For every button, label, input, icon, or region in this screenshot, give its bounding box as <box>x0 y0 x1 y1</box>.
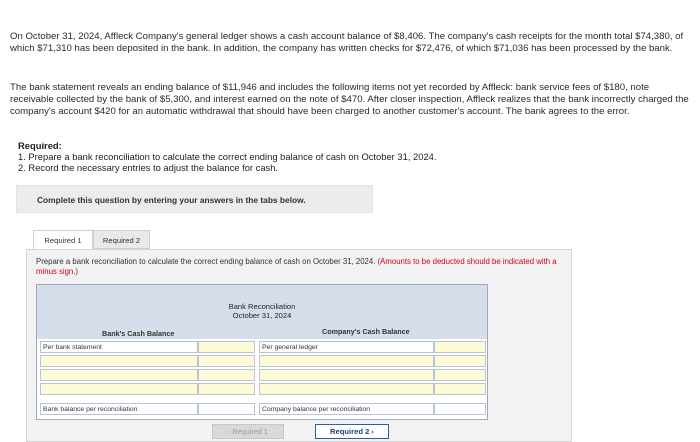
bank-cash-balance-header: Bank's Cash Balance <box>102 329 175 338</box>
company-adjustment-label-input[interactable] <box>259 383 434 395</box>
bank-adjustment-amount-input[interactable] <box>198 355 255 367</box>
previous-button[interactable] <box>212 424 284 439</box>
panel-prompt <box>36 257 566 276</box>
bank-adjustment-label-input[interactable] <box>40 383 198 395</box>
problem-paragraph-1: On October 31, 2024, Affleck Company's general ledger shows a cash account balance of $8,406. The company's cash receipts for the month total $74,380, of which $71,310 has been deposited in the bank. In addition, the company has written checks for $72,476, of which $71,036 has been processed by the bank. <box>10 31 684 55</box>
bank-reconciliation-table <box>36 284 488 420</box>
company-adjustment-label-input[interactable] <box>259 355 434 367</box>
chevron-left-icon: ‹ <box>228 427 231 436</box>
reconciliation-header <box>37 285 487 339</box>
question-panel <box>26 249 572 442</box>
company-cash-balance-header: Company's Cash Balance <box>322 327 410 336</box>
required-item-2: 2. Record the necessary entries to adjust the balance for cash. <box>18 162 279 173</box>
bank-row-label-1: Per bank statement <box>40 341 198 353</box>
bank-total-label: Bank balance per reconciliation <box>40 403 198 415</box>
previous-button-label: Required 1 <box>232 427 268 436</box>
required-heading: Required: <box>18 140 62 151</box>
prompt-main: Prepare a bank reconciliation to calculate the correct ending balance of cash on October 31, 2024. <box>36 257 376 266</box>
company-adjustment-amount-input[interactable] <box>434 383 486 395</box>
bank-adjustment-label-input[interactable] <box>40 355 198 367</box>
reconciliation-title <box>37 302 487 321</box>
chevron-right-icon: › <box>371 427 374 436</box>
company-adjustment-label-input[interactable] <box>259 369 434 381</box>
problem-paragraph-2: The bank statement reveals an ending balance of $11,946 and includes the following items not yet recorded by Affleck: bank service fees of $180, note receivable collected by the bank of $5,300, and interest earned on the note of $470. After closer inspection, Affleck realizes that the bank incorrectly charged the company's account $420 for an automatic withdrawal that should have been charged to another customer's account. The bank agrees to the error. <box>10 82 689 118</box>
bank-adjustment-amount-input[interactable] <box>198 383 255 395</box>
company-total-label: Company balance per reconciliation <box>259 403 434 415</box>
required-item-1: 1. Prepare a bank reconciliation to calculate the correct ending balance of cash on October 31, 2024. <box>18 151 437 162</box>
general-ledger-amount-input[interactable] <box>434 341 486 353</box>
bank-adjustment-label-input[interactable] <box>40 369 198 381</box>
company-adjustment-amount-input[interactable] <box>434 369 486 381</box>
next-button-label: Required 2 <box>330 427 370 436</box>
next-button[interactable] <box>315 424 389 439</box>
instructions-box <box>16 185 373 213</box>
instructions-text: Complete this question by entering your answers in the tabs below. <box>37 195 306 205</box>
prompt-note: (Amounts to be deducted should be indicated with a minus sign.) <box>36 257 557 276</box>
tab-required-2[interactable]: Required 2 <box>93 230 150 249</box>
bank-adjustment-amount-input[interactable] <box>198 369 255 381</box>
tab-required-1[interactable]: Required 1 <box>33 230 93 249</box>
bank-total-amount <box>198 403 255 415</box>
reconciliation-title-line1: Bank Reconciliation <box>228 302 296 311</box>
company-row-label-1: Per general ledger <box>259 341 434 353</box>
reconciliation-date: October 31, 2024 <box>232 311 292 321</box>
bank-statement-amount-input[interactable] <box>198 341 255 353</box>
company-total-amount <box>434 403 486 415</box>
company-adjustment-amount-input[interactable] <box>434 355 486 367</box>
